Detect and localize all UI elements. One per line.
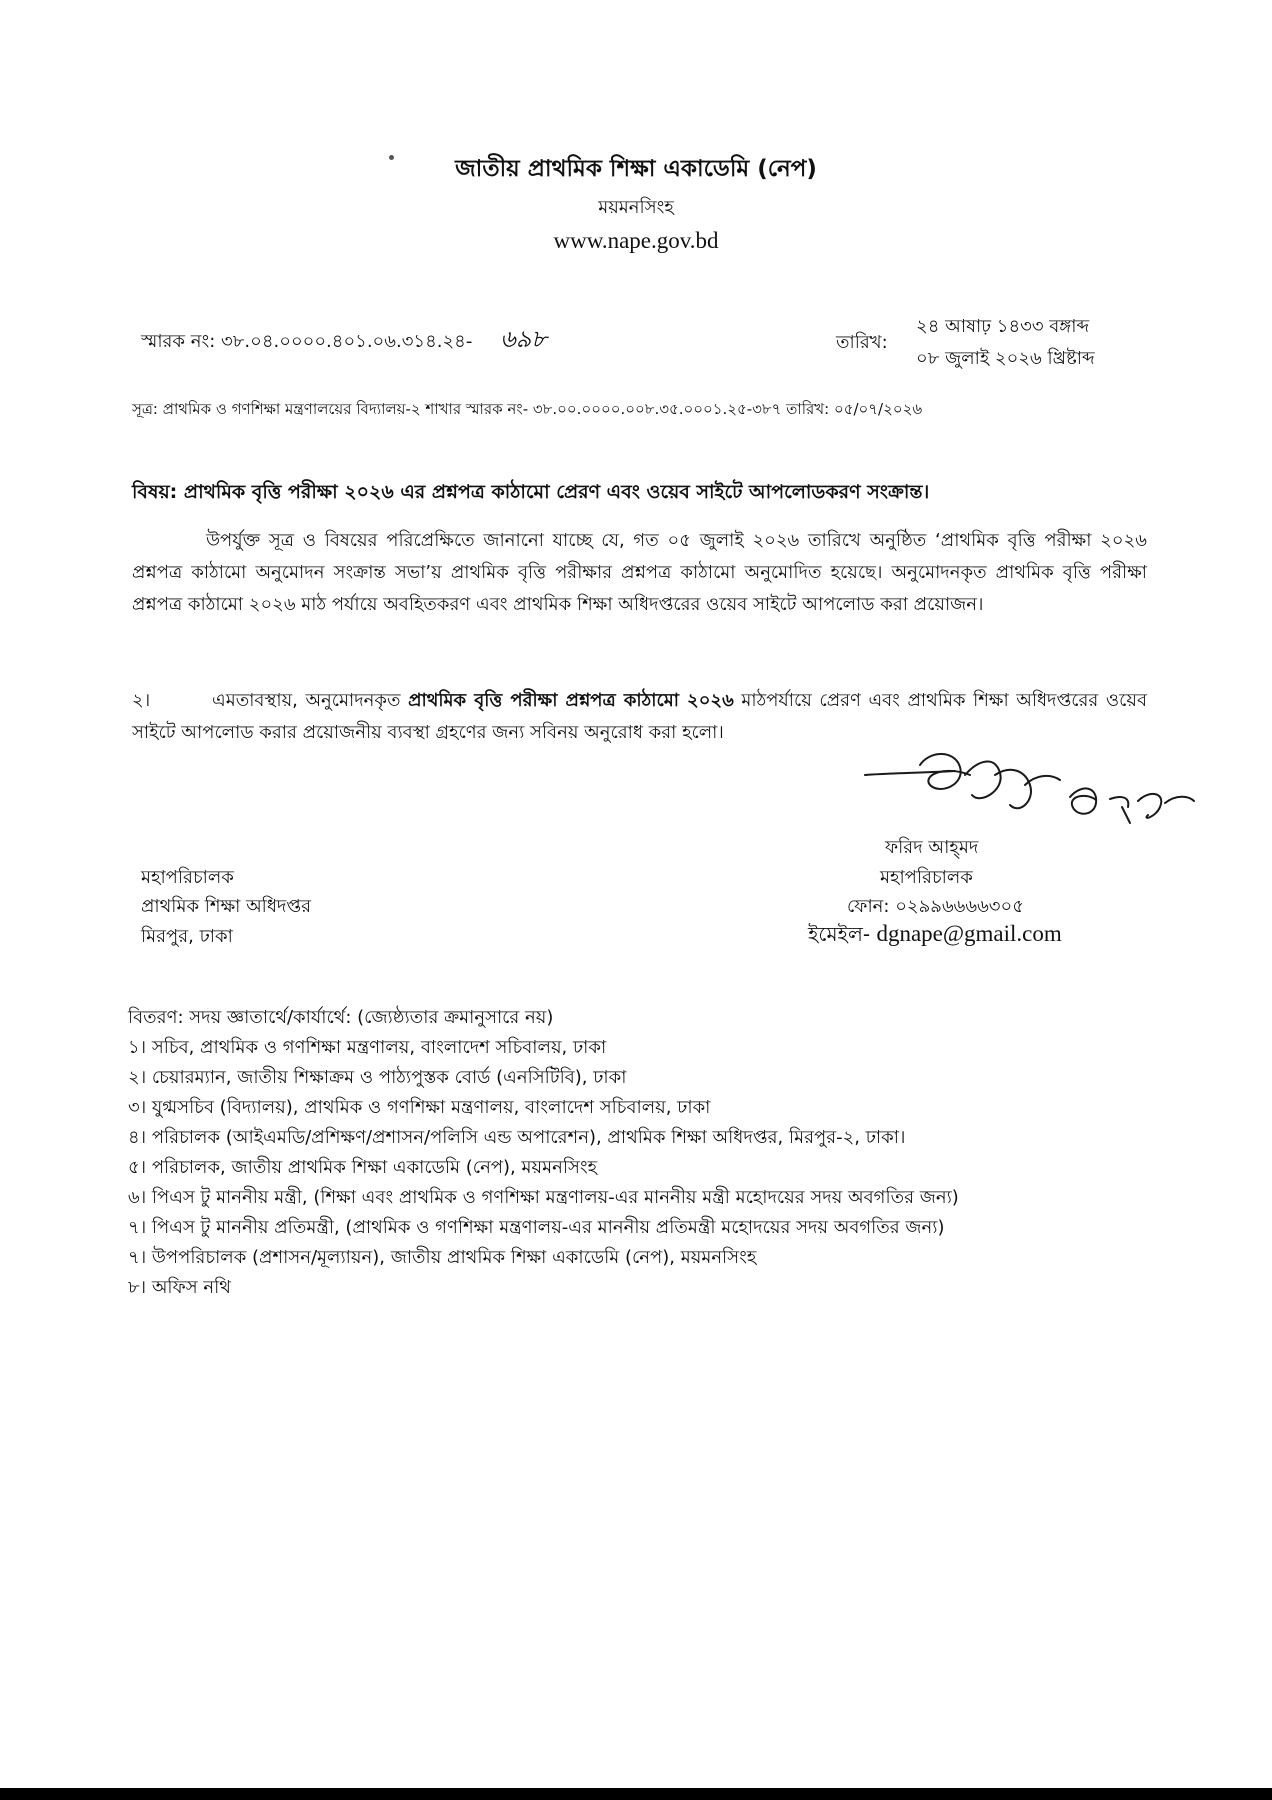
organization-website: www.nape.gov.bd [553,228,719,253]
distribution-item: ৬। পিএস টু মাননীয় মন্ত্রী, (শিক্ষা এবং প্রাথমিক ও গণশিক্ষা মন্ত্রণালয়-এর মাননীয় মন্ত্রী মহোদয়ের সদয় অবগতির জন্য) [128,1187,959,1208]
reference-line: সূত্র: প্রাথমিক ও গণশিক্ষা মন্ত্রণালয়ের বিদ্যালয়-২ শাখার স্মারক নং- ৩৮.০০.০০০০.০০৮.৩৫.০০০১.২৫-৩৮৭ তারিখ: ০৫/০৭/২০২৬ [132,400,923,418]
sender-email [808,920,1062,953]
distribution-item: ৫। পরিচালক, জাতীয় প্রাথমিক শিক্ষা একাডেমি (নেপ), ময়মনসিংহ [128,1157,598,1178]
date-label: তারিখ: [836,332,888,353]
subject-line: বিষয়: প্রাথমিক বৃত্তি পরীক্ষা ২০২৬ এর প্রশ্নপত্র কাঠামো প্রেরণ এবং ওয়েব সাইটে আপলোডকরণ সংক্রান্ত। [132,481,930,503]
organization-location: ময়মনসিংহ [598,197,674,218]
memo-handwritten-number: ৬৯৮ [500,325,547,353]
distribution-heading: বিতরণ: সদয় জ্ঞাতার্থে/কার্যার্থে: (জ্যেষ্ঠ্যতার ক্রমানুসারে নয়) [128,1007,554,1028]
distribution-item: ১। সচিব, প্রাথমিক ও গণশিক্ষা মন্ত্রণালয়, বাংলাদেশ সচিবালয়, ঢাকা [128,1037,607,1058]
paragraph-number: ২। [132,690,151,711]
date-english: ০৮ জুলাই ২০২৬ খ্রিষ্টাব্দ [916,348,1095,369]
paragraph-2-bold: প্রাথমিক বৃত্তি পরীক্ষা প্রশ্নপত্র কাঠামো ২০২৬ [408,690,734,711]
distribution-item: ৩। যুগ্মসচিব (বিদ্যালয়), প্রাথমিক ও গণশিক্ষা মন্ত্রণালয়, বাংলাদেশ সচিবালয়, ঢাকা [128,1097,711,1118]
organization-title: জাতীয় প্রাথমিক শিক্ষা একাডেমি (নেপ) [455,156,817,182]
paragraph-2-pre: এমতাবস্থায়, অনুমোদনকৃত [212,690,409,711]
memo-number: স্মারক নং: ৩৮.০৪.০০০০.৪০১.০৬.৩১৪.২৪- [141,331,473,352]
recipient-office: প্রাথমিক শিক্ষা অধিদপ্তর [141,896,312,917]
paragraph-2-post: মাঠপর্যায়ে প্রেরণ এবং প্রাথমিক শিক্ষা অধিদপ্তরের ওয়েব সাইটে আপলোড করার প্রয়োজনীয় ব্যবস্থা গ্রহণের জন্য সবিনয় অনুরোধ করা হলো। [132,690,1147,743]
sender-phone: ফোন: ০২৯৯৬৬৬৬৩০৫ [847,896,1024,917]
email-address: dgnape@gmail.com [876,921,1062,946]
sender-name: ফরিদ আহ্‌মদ [885,837,979,858]
scan-bottom-edge [0,1788,1272,1800]
date-bangla: ২৪ আষাঢ় ১৪৩৩ বঙ্গাব্দ [916,316,1090,337]
distribution-item: ৪। পরিচালক (আইএমডি/প্রশিক্ষণ/প্রশাসন/পলিসি এন্ড অপারেশন), প্রাথমিক শিক্ষা অধিদপ্তর, মিরপুর-২, ঢাকা। [128,1127,906,1148]
body-paragraph-2 [132,685,1147,749]
email-label: ইমেইল- [808,922,871,946]
distribution-item: ৮। অফিস নথি [128,1277,231,1298]
recipient-designation: মহাপরিচালক [141,867,234,888]
distribution-item: ৭। পিএস টু মাননীয় প্রতিমন্ত্রী, (প্রাথমিক ও গণশিক্ষা মন্ত্রণালয়-এর মাননীয় প্রতিমন্ত্রী মহোদয়ের সদয় অবগতির জন্য) [128,1217,945,1238]
recipient-address: মিরপুর, ঢাকা [141,926,233,947]
distribution-item: ৭। উপপরিচালক (প্রশাসন/মূল্যায়ন), জাতীয় প্রাথমিক শিক্ষা একাডেমি (নেপ), ময়মনসিংহ [128,1247,757,1268]
body-paragraph-1: উপর্যুক্ত সূত্র ও বিষয়ের পরিপ্রেক্ষিতে জানানো যাচ্ছে যে, গত ০৫ জুলাই ২০২৬ তারিখে অনুষ্ঠিত ‘প্রাথমিক বৃত্তি পরীক্ষা ২০২৬ প্রশ্নপত্র কাঠামো অনুমোদন সংক্রান্ত সভা’য় প্রাথমিক বৃত্তি পরীক্ষার প্রশ্নপত্র কাঠামো অনুমোদিত হয়েছে। অনুমোদনকৃত প্রাথমিক বৃত্তি পরীক্ষা প্রশ্নপত্র কাঠামো ২০২৬ মাঠ পর্যায়ে অবহিতকরণ এবং প্রাথমিক শিক্ষা অধিদপ্তরের ওয়েব সাইটে আপলোড করা প্রয়োজন। [132,530,1147,615]
distribution-item: ২। চেয়ারম্যান, জাতীয় শিক্ষাক্রম ও পাঠ্যপুস্তক বোর্ড (এনসিটিবি), ঢাকা [128,1067,627,1088]
sender-designation: মহাপরিচালক [880,867,973,888]
